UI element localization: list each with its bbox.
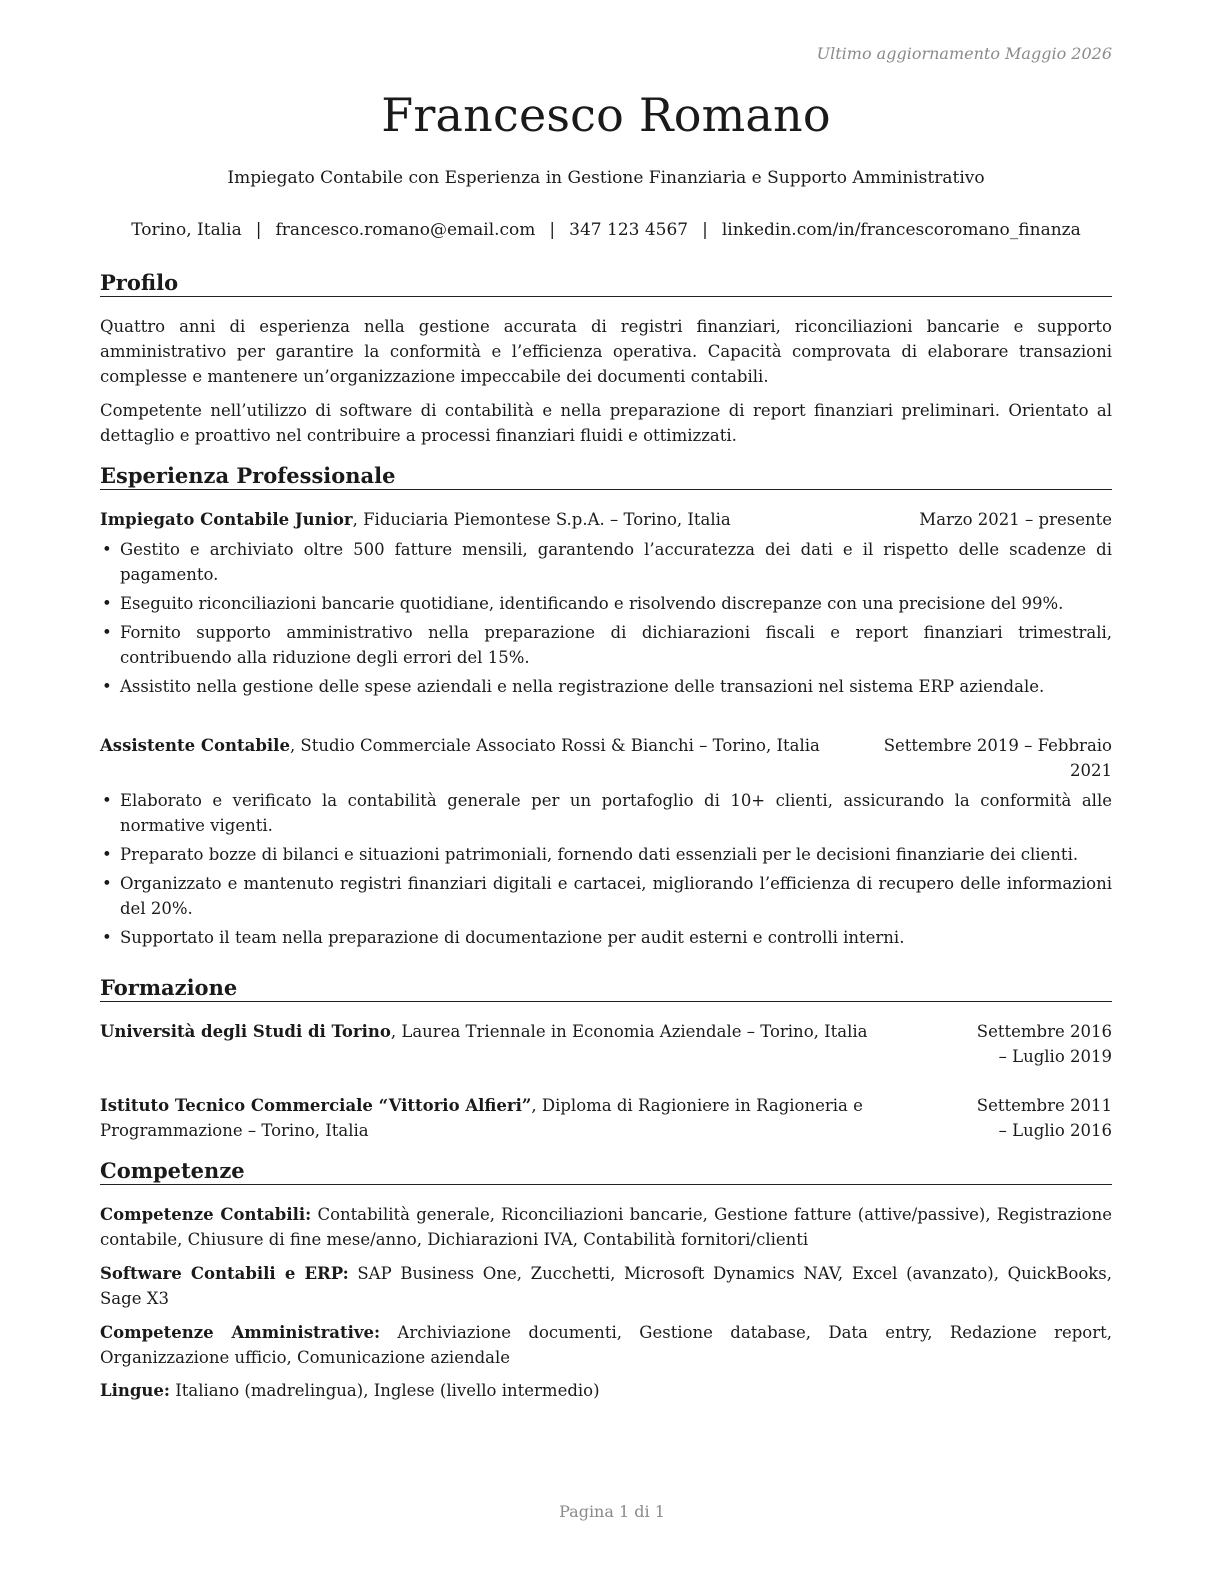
job-role: Assistente Contabile bbox=[100, 736, 290, 755]
list-item: • Gestito e archiviato oltre 500 fatture mensili, garantendo l’accuratezza dei dati e il rispetto delle scadenze di pagamento. bbox=[100, 537, 1112, 587]
skill-line bbox=[100, 1202, 1112, 1252]
contact-email[interactable]: francesco.romano@email.com bbox=[275, 220, 536, 240]
skill-label: Competenze Contabili: bbox=[100, 1205, 312, 1224]
education-school: Università degli Studi di Torino bbox=[100, 1022, 391, 1041]
section-title-education: Formazione bbox=[100, 975, 1112, 1002]
job-company: , Studio Commerciale Associato Rossi & Bianchi – Torino, Italia bbox=[289, 736, 820, 755]
skill-line bbox=[100, 1261, 1112, 1311]
skill-line bbox=[100, 1320, 1112, 1370]
contact-separator: | bbox=[255, 220, 262, 240]
contact-linkedin[interactable]: linkedin.com/in/francescoromano_finanza bbox=[721, 220, 1081, 240]
job-header bbox=[100, 733, 1112, 783]
contact-phone[interactable]: 347 123 4567 bbox=[569, 220, 689, 240]
job-dates: Marzo 2021 – presente bbox=[919, 510, 1112, 529]
education-school: Istituto Tecnico Commerciale “Vittorio Alfieri” bbox=[100, 1096, 532, 1115]
list-item: • Elaborato e verificato la contabilità generale per un portafoglio di 10+ clienti, assicurando la conformità alle normative vigenti. bbox=[100, 788, 1112, 838]
list-item: • Eseguito riconciliazioni bancarie quotidiane, identificando e risolvendo discrepanze con una precisione del 99%. bbox=[100, 591, 1112, 616]
skill-value: SAP Business One, Zucchetti, Microsoft Dynamics NAV, Excel (avanzato), QuickBooks, Sage X3 bbox=[100, 1264, 1112, 1308]
profile-paragraph: Quattro anni di esperienza nella gestione accurata di registri finanziari, riconciliazioni bancarie e supporto amministrativo per garantire la conformità e l’efficienza operativa. Capacità comprovata di elaborare transazioni complesse e mantenere un’organizzazione impeccabile dei documenti contabili. bbox=[100, 317, 1112, 386]
list-item: • Preparato bozze di bilanci e situazioni patrimoniali, fornendo dati essenziali per le decisioni finanziarie dei clienti. bbox=[100, 842, 1112, 867]
job-header bbox=[100, 507, 1112, 532]
job-company: , Fiduciaria Piemontese S.p.A. – Torino, Italia bbox=[352, 510, 731, 529]
section-title-experience: Esperienza Professionale bbox=[100, 463, 1112, 490]
skill-label: Competenze Amministrative: bbox=[100, 1323, 381, 1342]
education-dates: Settembre 2016 – Luglio 2019 bbox=[976, 1022, 1112, 1066]
tagline: Impiegato Contabile con Esperienza in Gestione Finanziaria e Supporto Amministrativo bbox=[227, 168, 985, 188]
candidate-name: Francesco Romano bbox=[381, 88, 831, 142]
job-dates: Settembre 2019 – Febbraio 2021 bbox=[883, 736, 1112, 780]
skill-label: Lingue: bbox=[100, 1381, 170, 1400]
list-item: • Fornito supporto amministrativo nella preparazione di dichiarazioni fiscali e report finanziari trimestrali, contribuendo alla riduzione degli errori del 15%. bbox=[100, 620, 1112, 670]
list-item: • Assistito nella gestione delle spese aziendali e nella registrazione delle transazioni nel sistema ERP aziendale. bbox=[100, 674, 1112, 699]
job-bullets bbox=[100, 537, 1112, 703]
education-item bbox=[100, 1019, 1112, 1069]
list-item: • Organizzato e mantenuto registri finanziari digitali e cartacei, migliorando l’efficienza di recupero delle informazioni del 20%. bbox=[100, 871, 1112, 921]
contact-separator: | bbox=[549, 220, 556, 240]
last-updated: Ultimo aggiornamento Maggio 2026 bbox=[816, 44, 1112, 63]
profile-paragraph: Competente nell’utilizzo di software di contabilità e nella preparazione di report finanziari preliminari. Orientato al dettaglio e proattivo nel contribuire a processi finanziari fluidi e ottimizzati. bbox=[100, 401, 1112, 445]
skill-value: Archiviazione documenti, Gestione database, Data entry, Redazione report, Organizzazione ufficio, Comunicazione aziendale bbox=[100, 1323, 1112, 1367]
contact-line bbox=[100, 220, 1112, 240]
skill-value: Contabilità generale, Riconciliazioni bancarie, Gestione fatture (attive/passive), Registrazione contabile, Chiusure di fine mese/anno, Dichiarazioni IVA, Contabilità fornitori/clienti bbox=[100, 1205, 1112, 1249]
section-title-profile: Profilo bbox=[100, 270, 1112, 297]
contact-city: Torino, Italia bbox=[131, 220, 242, 240]
page-number: Pagina 1 di 1 bbox=[559, 1502, 665, 1521]
skill-line bbox=[100, 1378, 1112, 1403]
list-item: • Supportato il team nella preparazione di documentazione per audit esterni e controlli interni. bbox=[100, 925, 1112, 950]
contact-separator: | bbox=[702, 220, 708, 240]
education-detail: , Laurea Triennale in Economia Aziendale – Torino, Italia bbox=[390, 1022, 868, 1041]
education-detail: , Diploma di Ragioniere in Ragioneria e Programmazione – Torino, Italia bbox=[100, 1096, 863, 1140]
education-dates: Settembre 2011 – Luglio 2016 bbox=[976, 1096, 1112, 1140]
skill-value: Italiano (madrelingua), Inglese (livello intermedio) bbox=[170, 1381, 600, 1400]
job-bullets bbox=[100, 788, 1112, 954]
job-role: Impiegato Contabile Junior bbox=[100, 510, 353, 529]
skill-label: Software Contabili e ERP: bbox=[100, 1264, 349, 1283]
section-title-skills: Competenze bbox=[100, 1158, 1112, 1185]
education-item bbox=[100, 1093, 1112, 1143]
